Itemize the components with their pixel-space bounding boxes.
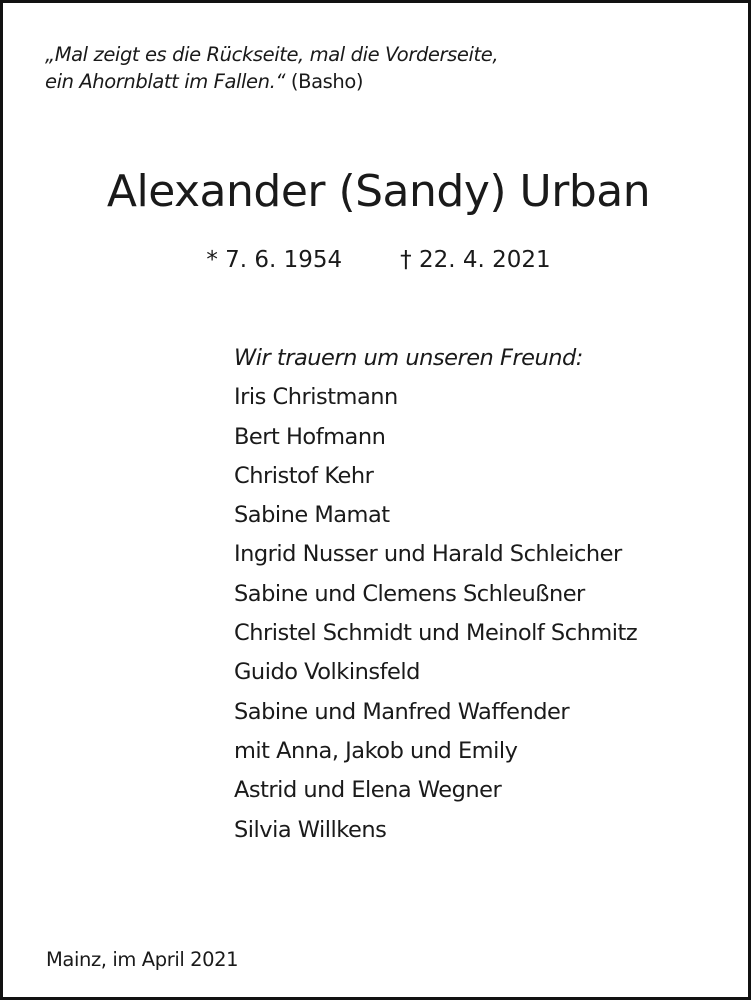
mourner-name: Bert Hofmann	[234, 423, 386, 450]
mourner-name: Ingrid Nusser und Harald Schleicher	[234, 541, 622, 568]
mourner-name: Iris Christmann	[234, 384, 398, 411]
mourner-name: Silvia Willkens	[234, 816, 387, 843]
mourner-name: Guido Volkinsfeld	[234, 659, 420, 686]
quote-attribution: (Basho)	[285, 70, 364, 93]
quote-line-1: „Mal zeigt es die Rückseite, mal die Vorderseite,	[45, 43, 499, 66]
birth-date: * 7. 6. 1954	[206, 247, 343, 273]
quote-line-2-text: ein Ahornblatt im Fallen.“	[45, 70, 286, 93]
mourner-name: Sabine und Manfred Waffender	[234, 698, 570, 725]
mourners-intro: Wir trauern um unseren Freund:	[234, 345, 583, 371]
mourner-name: Christof Kehr	[234, 462, 374, 489]
mourner-name: Sabine Mamat	[234, 502, 390, 529]
mourners-list	[234, 339, 637, 850]
mourner-name: Astrid und Elena Wegner	[234, 777, 502, 804]
death-date: † 22. 4. 2021	[400, 247, 551, 273]
mourner-name: mit Anna, Jakob und Emily	[234, 737, 518, 764]
place-and-date: Mainz, im April 2021	[46, 948, 239, 971]
mourner-name: Sabine und Clemens Schleußner	[234, 580, 585, 607]
life-dates	[3, 244, 751, 276]
mourner-name: Christel Schmidt und Meinolf Schmitz	[234, 620, 638, 647]
epigraph-quote	[45, 41, 498, 95]
quote-line-2	[45, 68, 498, 95]
deceased-name: Alexander (Sandy) Urban	[106, 166, 651, 217]
